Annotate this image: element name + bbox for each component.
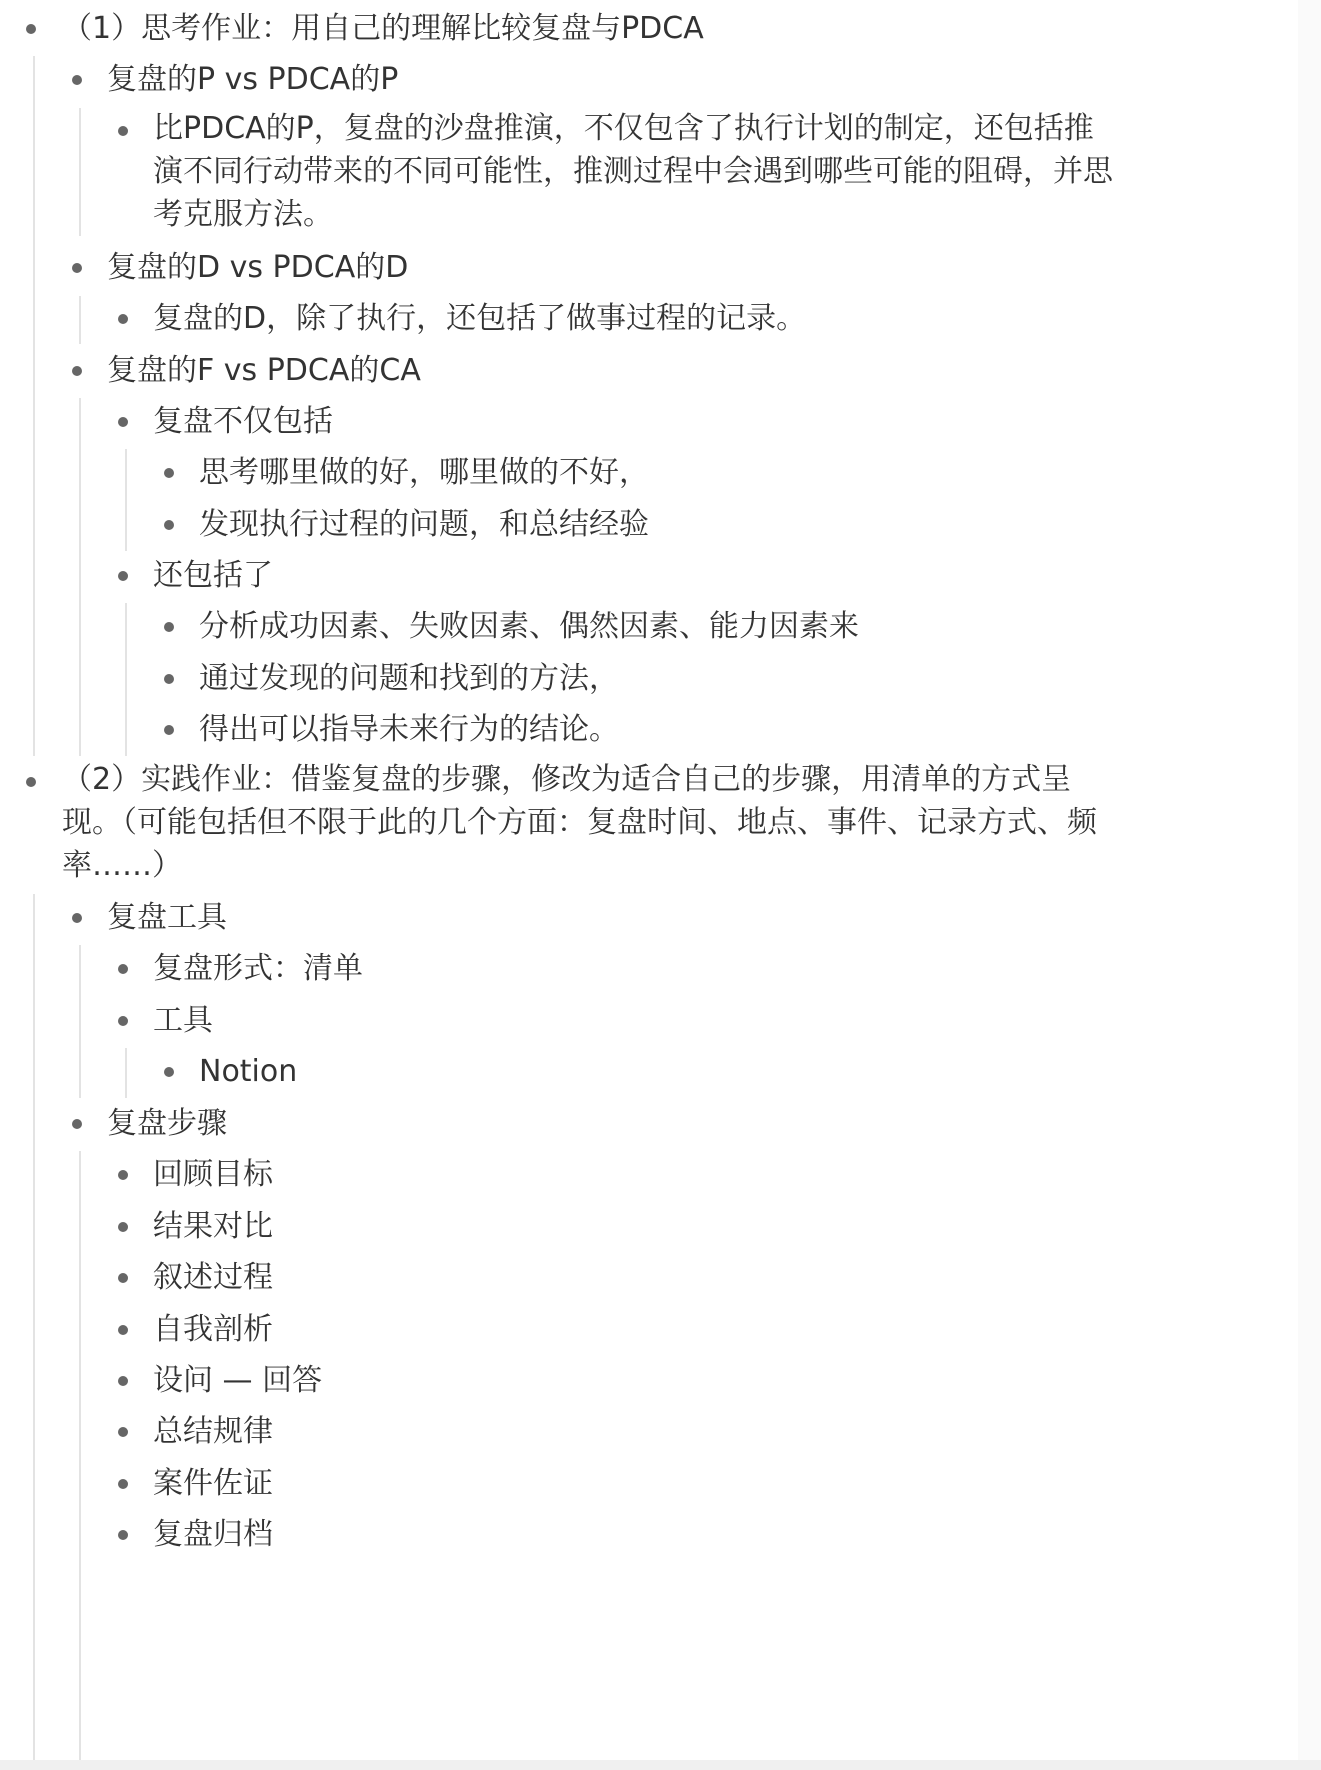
bullet-dot-icon[interactable] [164,520,174,530]
bullet-dot-icon[interactable] [72,75,82,85]
indent-guide [79,398,81,756]
bullet-dot-icon[interactable] [118,314,128,324]
outline-item-p-compare[interactable]: 复盘的P vs PDCA的P [107,62,399,97]
bullet-dot-icon[interactable] [118,1479,128,1489]
outline-item-step-2[interactable]: 结果对比 [153,1209,273,1244]
bullet-dot-icon[interactable] [72,366,82,376]
bullet-dot-icon[interactable] [72,913,82,923]
indent-guide [79,945,81,1098]
outline-item-step-6[interactable]: 总结规律 [153,1414,273,1449]
bullet-dot-icon[interactable] [118,1273,128,1283]
outline-item-step-4[interactable]: 自我剖析 [153,1312,273,1347]
bullet-dot-icon[interactable] [164,622,174,632]
outline-item-d-compare[interactable]: 复盘的D vs PDCA的D [107,250,409,285]
bullet-dot-icon[interactable] [72,263,82,273]
outline-item-review-steps[interactable]: 复盘步骤 [107,1106,227,1141]
bullet-dot-icon[interactable] [118,1427,128,1437]
bullet-dot-icon[interactable] [164,468,174,478]
outline-item-f-compare[interactable]: 复盘的F vs PDCA的CA [107,353,421,388]
bullet-dot-icon[interactable] [118,1325,128,1335]
bullet-dot-icon[interactable] [164,674,174,684]
outline-item-f-discover[interactable]: 发现执行过程的问题，和总结经验 [199,507,649,542]
outline-item-review-form[interactable]: 复盘形式：清单 [153,951,363,986]
outline-item-review-tools[interactable]: 复盘工具 [107,900,227,935]
outline-item-f-conclusion[interactable]: 得出可以指导未来行为的结论。 [199,712,619,747]
outline-item-step-1[interactable]: 回顾目标 [153,1157,273,1192]
indent-guide [125,1048,127,1098]
bullet-dot-icon[interactable] [118,1170,128,1180]
bullet-dot-icon[interactable] [118,964,128,974]
bullet-dot-icon[interactable] [118,417,128,427]
outline-item-p-detail[interactable]: 比PDCA的P，复盘的沙盘推演，不仅包含了执行计划的制定，还包括推演不同行动带来的不同可能性，推测过程中会遇到哪些可能的阻碍，并思考克服方法。 [153,111,1113,232]
indent-guide [79,296,81,344]
bullet-dot-icon[interactable] [26,24,36,34]
bullet-dot-icon[interactable] [72,1119,82,1129]
bullet-dot-icon[interactable] [118,571,128,581]
outline-item-step-5[interactable]: 设问 — 回答 [153,1363,323,1398]
indent-guide [125,603,127,756]
outline-item-tools[interactable]: 工具 [153,1003,213,1038]
outline-item-notion[interactable]: Notion [199,1054,298,1089]
bullet-dot-icon[interactable] [26,777,36,787]
outline-item-f-analyze[interactable]: 分析成功因素、失败因素、偶然因素、能力因素来 [199,609,859,644]
outline-item-f-includes[interactable]: 复盘不仅包括 [153,404,333,439]
indent-guide [79,108,81,236]
scroll-gutter [1298,0,1321,1770]
outline-item-step-7[interactable]: 案件佐证 [153,1466,273,1501]
bullet-dot-icon[interactable] [118,126,128,136]
outline-item-homework-2[interactable]: （2）实践作业：借鉴复盘的步骤，修改为适合自己的步骤，用清单的方式呈现。（可能包括但不限于此的几个方面：复盘时间、地点、事件、记录方式、频率……） [62,762,1097,883]
bullet-dot-icon[interactable] [118,1376,128,1386]
outline-item-d-detail[interactable]: 复盘的D，除了执行，还包括了做事过程的记录。 [153,301,807,336]
bullet-dot-icon[interactable] [118,1016,128,1026]
outline-item-f-methods[interactable]: 通过发现的问题和找到的方法， [199,661,619,696]
bullet-dot-icon[interactable] [164,725,174,735]
bullet-dot-icon[interactable] [118,1222,128,1232]
outline-item-step-3[interactable]: 叙述过程 [153,1260,273,1295]
indent-guide [79,1151,81,1760]
indent-guide [125,449,127,551]
outline-item-homework-1[interactable]: （1）思考作业：用自己的理解比较复盘与PDCA [62,11,704,46]
bullet-dot-icon[interactable] [164,1067,174,1077]
bullet-dot-icon[interactable] [118,1530,128,1540]
bottom-edge [0,1760,1321,1770]
indent-guide [33,894,35,1760]
outline-item-f-think[interactable]: 思考哪里做的好，哪里做的不好， [199,455,649,490]
indent-guide [33,56,35,756]
outline-item-f-also[interactable]: 还包括了 [153,558,273,593]
outline-item-step-8[interactable]: 复盘归档 [153,1517,273,1552]
